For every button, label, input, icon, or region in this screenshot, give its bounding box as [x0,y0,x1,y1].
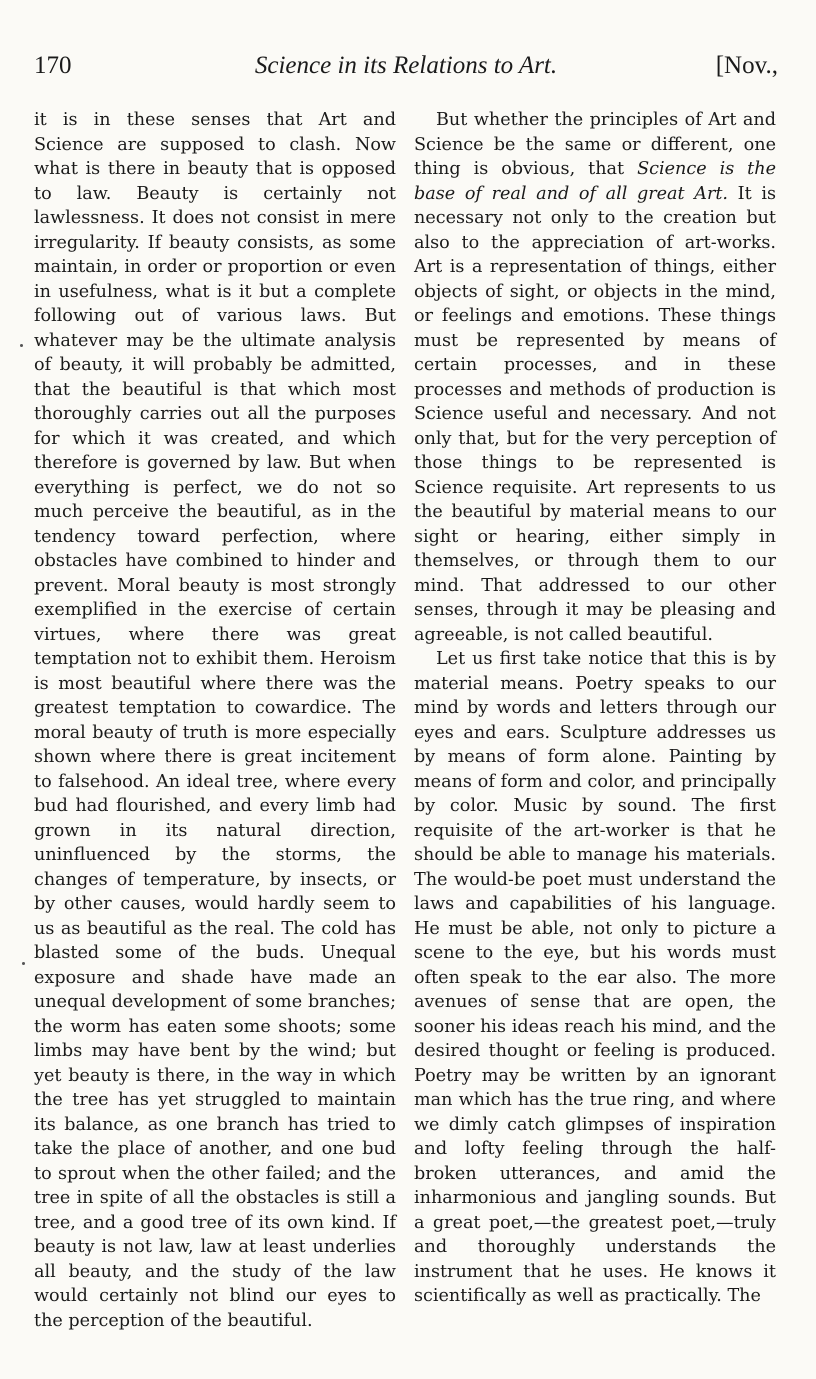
right-paragraph-1-text-b: It is necessary not only to the creation but also to the appreciation of art-works. Art is a representation of things, either objects of sight, or objects in the mind, or feelings and emotions. These things must be represented by means of certain processes, and in these processes and methods of production is Science useful and necessary. And not only that, but for the very perception of those things to be represented is Science requisite. Art represents to us the beautiful by material means to our sight or hearing, either simply in themselves, or through them to our mind. That addressed to our other senses, through it may be pleasing and agreeable, is not called beautiful. [414,183,776,645]
page-number: 170 [34,52,72,79]
right-paragraph-1 [414,108,776,647]
left-paragraph-1: it is in these senses that Art and Science are supposed to clash. Now what is there in beauty that is opposed to law. Beauty is certainly not lawlessness. It does not consist in mere irregularity. If beauty consists, as some maintain, in order or proportion or even in usefulness, what is it but a complete following out of various laws. But whatever may be the ultimate analysis of beauty, it will probably be admitted, that the beautiful is that which most thoroughly carries out all the purposes for which it was created, and which therefore is governed by law. But when everything is perfect, we do not so much perceive the beautiful, as in the tendency toward perfection, where obstacles have combined to hinder and prevent. Moral beauty is most strongly exemplified in the exercise of certain virtues, where there was great temptation not to exhibit them. Heroism is most beautiful where there was the greatest temptation to cowardice. The moral beauty of truth is more especially shown where there is great incitement to falsehood. An ideal tree, where every bud had flourished, and every limb had grown in its natural direction, uninfluenced by the storms, the changes of temperature, by insects, or by other causes, would hardly seem to us as beautiful as the real. The cold has blasted some of the buds. Unequal exposure and shade have made an unequal development of some branches; the worm has eaten some shoots; some limbs may have bent by the wind; but yet beauty is there, in the way in which the tree has yet struggled to maintain its balance, as one branch has tried to take the place of another, and one bud to sprout when the other failed; and the tree in spite of all the obstacles is still a tree, and a good tree of its own kind. If beauty is not law, law at least underlies all beauty, and the study of the law would certainly not blind our eyes to the perception of the beautiful. [34,110,396,1331]
right-paragraph-2: Let us first take notice that this is by material means. Poetry speaks to our mind by words and letters through our eyes and ears. Sculpture addresses us by means of form alone. Painting by means of form and color, and principally by color. Music by sound. The first requisite of the art-worker is that he should be able to manage his materials. The would-be poet must understand the laws and capabilities of his language. He must be able, not only to picture a scene to the eye, but his words must often speak to the ear also. The more avenues of sense that are open, the sooner his ideas reach his mind, and the desired thought or feeling is produced. Poetry may be written by an ignorant man which has the true ring, and where we dimly catch glimpses of inspiration and lofty feeling through the half-broken utterances, and amid the inharmonious and jangling sounds. But a great poet,—the greatest poet,—truly and thoroughly understands the instrument that he uses. He knows it scientifically as well as practically. The [414,649,776,1306]
running-date: [Nov., [715,52,778,79]
page-header [34,52,778,92]
margin-speck [20,344,23,347]
right-paragraph-1-italic: Science is the base of real and of all great Art. [414,159,776,204]
margin-speck [22,962,25,965]
running-title: Science in its Relations to Art. [254,52,558,79]
right-column [414,108,776,1309]
right-paragraph-1-text-a: But whether the principles of Art and Science be the same or different, one thing is obvious, that [414,110,776,179]
left-column [34,108,396,1333]
